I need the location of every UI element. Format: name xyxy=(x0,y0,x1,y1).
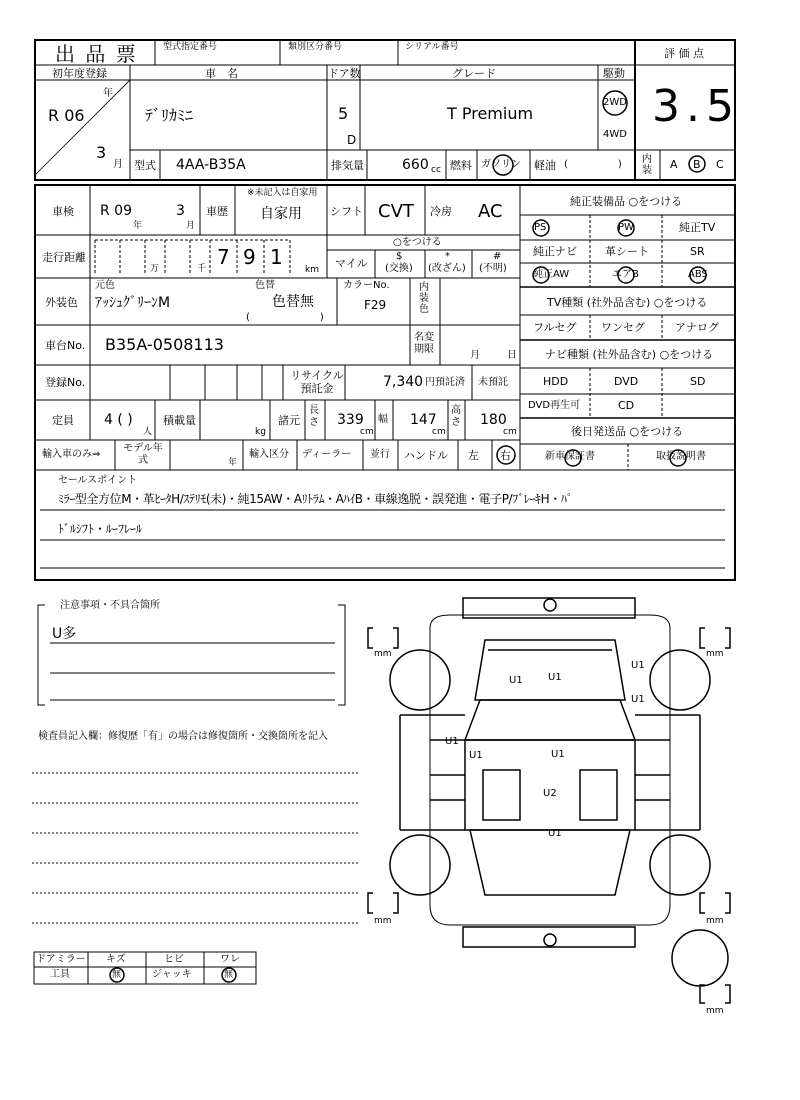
sales-point-label: セールスポイント xyxy=(58,475,138,486)
tire-mm-fr: mm xyxy=(706,649,724,659)
mileage-digit: 9 xyxy=(243,245,256,269)
color-no-label: カラーNo. xyxy=(343,280,390,291)
equip-leather[interactable]: 革シート xyxy=(605,245,649,258)
damage-mark: U1 xyxy=(445,736,459,747)
interior-label: 内装 xyxy=(642,154,652,176)
ac-value: AC xyxy=(478,201,503,222)
inspection-year-unit: 年 xyxy=(133,221,143,231)
fuel-light-oil[interactable]: 軽油 xyxy=(534,159,556,172)
tire-mm-fl: mm xyxy=(374,649,392,659)
type-number-label: 型式指定番号 xyxy=(163,42,218,52)
tire-mm-rl: mm xyxy=(374,916,392,926)
recycle-label: リサイクル預託金 xyxy=(290,369,344,395)
model-label: 型式 xyxy=(134,159,156,172)
transfer-day: 日 xyxy=(507,350,517,361)
door-type: D xyxy=(347,133,357,147)
grade-value: T Premium xyxy=(447,104,534,123)
history-note: ※未記入は自家用 xyxy=(247,188,318,198)
transfer-deadline-label: 名変期限 xyxy=(414,332,434,355)
model-year-unit: 年 xyxy=(228,458,238,468)
orig-color-label: 元色 xyxy=(95,280,115,291)
model-year-label: モデル年式 xyxy=(123,443,163,466)
tools-break: ワレ xyxy=(220,954,240,965)
tools-tool-value[interactable]: 無 xyxy=(112,970,122,980)
year-unit: 年 xyxy=(103,88,113,99)
color-no: F29 xyxy=(364,298,387,312)
mileage-mile[interactable]: マイル xyxy=(335,257,368,270)
form-title: 出 品 票 xyxy=(55,42,138,66)
navi-cd[interactable]: CD xyxy=(618,399,635,412)
notes-label: 注意事項・不具合箇所 xyxy=(60,600,160,611)
drive-4wd[interactable]: 4WD xyxy=(603,129,627,140)
mileage-mark-note: ○をつける xyxy=(393,237,442,248)
inspector-label: 検査員記入欄：修復歴「有」の場合は修復箇所・交換箇所を記入 xyxy=(38,731,328,742)
tools-tool-label: 工具 xyxy=(50,969,70,980)
equip-navi[interactable]: 純正ナビ xyxy=(533,245,577,258)
import-dealer[interactable]: ディーラー xyxy=(302,449,352,460)
height-label: 高さ xyxy=(451,405,461,428)
ac-label: 冷房 xyxy=(430,205,452,218)
damage-mark: U1 xyxy=(469,750,483,761)
tools-jack-value[interactable]: 無 xyxy=(224,970,234,980)
cc-unit: cc xyxy=(431,165,441,175)
tv-fullseg[interactable]: フルセグ xyxy=(533,321,577,334)
recycle-status: 円預託済 xyxy=(425,377,465,388)
interior-c[interactable]: C xyxy=(716,158,724,171)
rating-score: 3.5 xyxy=(652,81,740,132)
orig-color: ｱｯｼｭｸﾞﾘｰﾝM xyxy=(95,295,171,311)
first-reg-month: 3 xyxy=(96,143,107,162)
chassis-label: 車台No. xyxy=(45,339,86,352)
damage-mark: U2 xyxy=(543,788,557,799)
interior-a[interactable]: A xyxy=(670,158,678,171)
equip-pw[interactable]: PW xyxy=(618,222,634,233)
history-value: 自家用 xyxy=(260,206,302,222)
sales-point-line-1: ﾐﾗｰ型全方位M・革ﾋｰﾀH/ｽﾃﾘﾓ(未)・純15AW・Aﾘﾄﾗﾑ・AﾊｲB・車線逸脱・誤発進・電子P/ﾌﾞﾚｰｷH・ﾊﾟ xyxy=(58,492,573,506)
equip-tv[interactable]: 純正TV xyxy=(679,221,716,234)
inspection-label: 車検 xyxy=(52,205,74,218)
equip-ps[interactable]: PS xyxy=(534,222,547,233)
sales-point-line-2: ﾄﾞﾙｼﾌﾄ・ﾙｰﾌﾚｰﾙ xyxy=(58,522,143,536)
car-name-label: 車 名 xyxy=(205,67,238,80)
shift-label: シフト xyxy=(330,205,363,218)
equip-aw[interactable]: 純正AW xyxy=(533,269,570,280)
navi-hdd[interactable]: HDD xyxy=(543,375,569,388)
mileage-digit: 7 xyxy=(217,245,230,269)
width-cm-unit: cm xyxy=(432,427,446,437)
month-unit: 月 xyxy=(113,159,123,170)
mileage-digit: 1 xyxy=(270,245,283,269)
reg-no-label: 登録No. xyxy=(45,376,86,389)
person-unit: 人 xyxy=(143,427,153,437)
mileage-km-unit: km xyxy=(305,265,319,275)
door-count: 5 xyxy=(338,104,349,123)
import-parallel[interactable]: 並行 xyxy=(370,449,390,460)
tire-mm-rr: mm xyxy=(706,916,724,926)
navi-title: ナビ種類 (社外品含む) ○をつける xyxy=(545,348,714,361)
mileage-exchange[interactable]: (交換) xyxy=(385,263,413,274)
equipment-title: 純正装備品 ○をつける xyxy=(570,195,683,208)
tools-scratch: キズ xyxy=(106,954,126,965)
navi-sd[interactable]: SD xyxy=(690,375,706,388)
repaint-paren: ( ) xyxy=(246,312,324,323)
equip-sr[interactable]: SR xyxy=(690,245,705,258)
handle-right[interactable]: 右 xyxy=(500,449,511,462)
tools-door-mirror: ドアミラー xyxy=(36,954,86,965)
damage-mark: U1 xyxy=(548,672,562,683)
docs-manual[interactable]: 取扱説明書 xyxy=(656,451,706,462)
handle-left[interactable]: 左 xyxy=(468,449,479,462)
dimensions-label: 諸元 xyxy=(278,414,300,427)
grade-label: グレード xyxy=(452,67,496,80)
first-reg-era: R 06 xyxy=(48,106,85,125)
length-value: 339 xyxy=(337,412,364,428)
navi-dvd-play[interactable]: DVD再生可 xyxy=(528,400,581,411)
tools-jack-label: ジャッキ xyxy=(152,969,192,980)
inspection-month-unit: 月 xyxy=(186,221,196,231)
import-label: 輸入車のみ⇒ xyxy=(42,449,101,460)
capacity-label: 定員 xyxy=(52,414,74,427)
mileage-sen-unit: 千 xyxy=(197,264,207,274)
shift-value: CVT xyxy=(378,201,414,222)
fuel-other-paren: ( ) xyxy=(564,159,622,170)
inspection-era: R 09 xyxy=(100,203,132,219)
serial-number-label: シリアル番号 xyxy=(405,42,459,52)
width-label: 幅 xyxy=(378,414,388,425)
notes-line-1: U多 xyxy=(52,626,77,642)
equip-airbag[interactable]: エアB xyxy=(612,269,639,280)
interior-color-label: 内装色 xyxy=(419,282,429,315)
displacement-label: 排気量 xyxy=(331,159,364,172)
damage-mark: U1 xyxy=(509,675,523,686)
load-kg-unit: kg xyxy=(255,427,266,437)
tire-mm-spare: mm xyxy=(706,1006,724,1016)
interior-b[interactable]: B xyxy=(693,158,701,171)
load-label: 積載量 xyxy=(163,414,196,427)
inspection-month: 3 xyxy=(176,203,185,219)
capacity-value: 4 ( ) xyxy=(104,412,133,428)
class-number-label: 類別区分番号 xyxy=(288,42,343,52)
height-value: 180 xyxy=(480,412,507,428)
mileage-man-unit: 万 xyxy=(150,264,160,274)
docs-title: 後日発送品 ○をつける xyxy=(571,425,684,438)
docs-warranty[interactable]: 新車保証書 xyxy=(545,451,595,462)
navi-dvd[interactable]: DVD xyxy=(614,375,639,388)
damage-mark: U1 xyxy=(548,828,562,839)
history-label: 車歴 xyxy=(206,205,228,218)
car-name: ﾃﾞﾘｶﾐﾆ xyxy=(145,106,194,125)
door-count-label: ドア数 xyxy=(328,67,361,80)
repaint-label: 色替 xyxy=(255,280,275,291)
recycle-amount: 7,340 xyxy=(383,374,424,390)
tv-analog[interactable]: アナログ xyxy=(675,321,719,334)
length-cm-unit: cm xyxy=(360,427,374,437)
mileage-label: 走行距離 xyxy=(42,251,86,264)
recycle-unpaid[interactable]: 未預託 xyxy=(478,377,508,388)
fuel-gasoline[interactable]: ガソリン xyxy=(481,159,521,170)
unknown-symbol: # xyxy=(493,251,502,262)
equip-abs[interactable]: ABS xyxy=(688,269,708,280)
repaint-value: 色替無 xyxy=(272,294,314,310)
import-type-label: 輸入区分 xyxy=(249,449,289,460)
handle-label: ハンドル xyxy=(404,449,448,462)
length-label: 長さ xyxy=(309,405,319,428)
damage-mark: U1 xyxy=(551,749,565,760)
tv-title: TV種類 (社外品含む) ○をつける xyxy=(547,296,708,309)
tools-crack: ヒビ xyxy=(164,954,184,965)
first-reg-label: 初年度登録 xyxy=(52,67,107,80)
height-cm-unit: cm xyxy=(503,427,517,437)
tamper-symbol: * xyxy=(445,251,450,262)
fuel-label: 燃料 xyxy=(450,159,472,172)
damage-mark: U1 xyxy=(631,694,645,705)
chassis-number: B35A-0508113 xyxy=(105,335,224,354)
exchange-symbol: $ xyxy=(396,251,403,262)
drive-label: 駆動 xyxy=(603,67,625,80)
displacement-value: 660 xyxy=(402,157,429,173)
tv-oneseg[interactable]: ワンセグ xyxy=(601,321,645,334)
damage-mark: U1 xyxy=(631,660,645,671)
drive-2wd[interactable]: 2WD xyxy=(603,97,627,108)
model-code: 4AA-B35A xyxy=(176,157,246,173)
mileage-unknown[interactable]: (不明) xyxy=(479,263,507,274)
rating-label: 評 価 点 xyxy=(664,47,704,60)
transfer-month: 月 xyxy=(470,350,480,361)
mileage-tamper[interactable]: (改ざん) xyxy=(428,263,466,274)
exterior-label: 外装色 xyxy=(45,296,78,309)
width-value: 147 xyxy=(410,412,437,428)
